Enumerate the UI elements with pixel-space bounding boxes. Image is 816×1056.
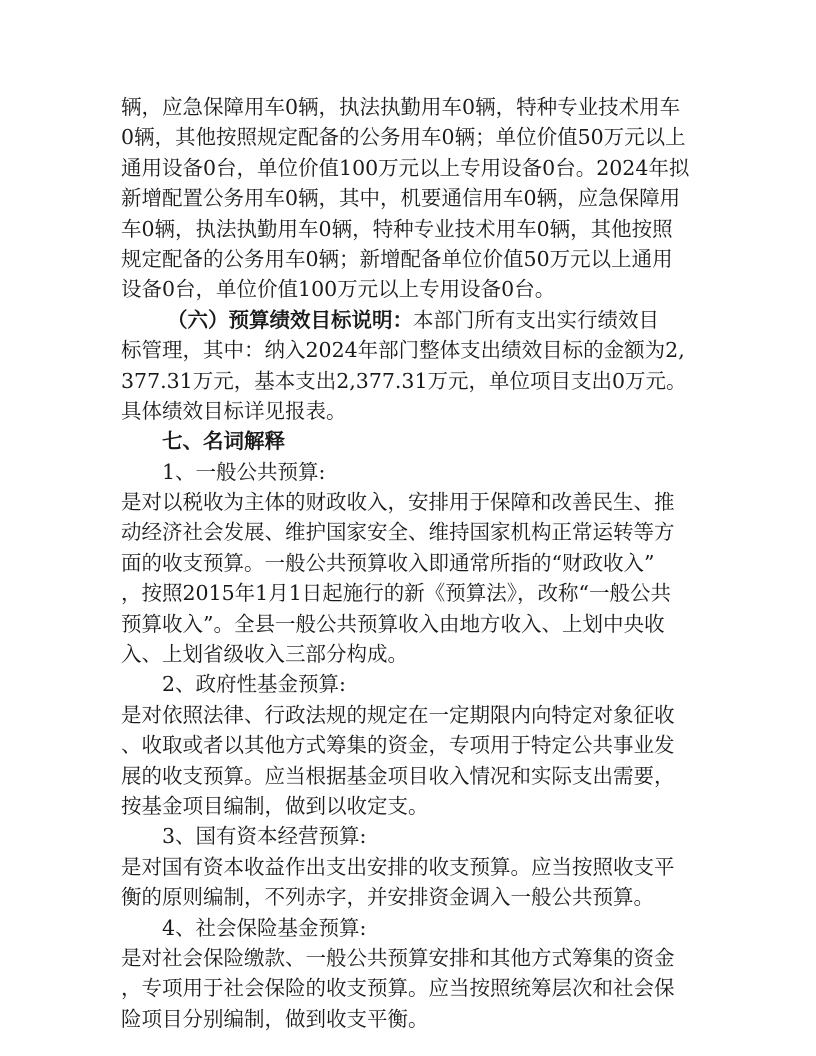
term-title: 2、政府性基金预算: bbox=[162, 672, 346, 697]
section-heading: （六）预算绩效目标说明： bbox=[167, 307, 413, 332]
term-title: 4、社会保险基金预算: bbox=[162, 915, 367, 940]
paragraph-line: 按基金项目编制，做到以收定支。 bbox=[121, 793, 429, 818]
paragraph-line: 辆，应急保障用车0辆，执法执勤用车0辆，特种专业技术用车 bbox=[121, 95, 681, 119]
paragraph-line: 是对以税收为主体的财政收入，安排用于保障和改善民生、推 bbox=[121, 490, 675, 515]
paragraph-line: 是对依照法律、行政法规的规定在一定期限内向特定对象征收 bbox=[121, 702, 675, 727]
paragraph-line: 377.31万元，基本支出2,377.31万元，单位项目支出0万元。 bbox=[121, 368, 687, 393]
paragraph-line: 、收取或者以其他方式筹集的资金，专项用于特定公共事业发 bbox=[121, 733, 675, 758]
paragraph-line: ，专项用于社会保险的收支预算。应当按照统筹层次和社会保 bbox=[121, 976, 675, 1001]
paragraph-line: 动经济社会发展、维护国家安全、维持国家机构正常运转等方 bbox=[121, 520, 675, 545]
paragraph-line: 0辆，其他按照规定配备的公务用车0辆；单位价值50万元以上 bbox=[121, 125, 686, 150]
paragraph-line: 入、上划省级收入三部分构成。 bbox=[121, 642, 408, 667]
paragraph-line: 预算收入”。全县一般公共预算收入由地方收入、上划中央收 bbox=[121, 611, 665, 636]
paragraph-line: 规定配备的公务用车0辆；新增配备单位价值50万元以上通用 bbox=[121, 246, 673, 271]
paragraph-line: 新增配置公务用车0辆，其中，机要通信用车0辆，应急保障用 bbox=[121, 186, 681, 211]
paragraph-line: 衡的原则编制，不列赤字，并安排资金调入一般公共预算。 bbox=[121, 885, 654, 910]
term-general-public-budget bbox=[121, 457, 701, 670]
paragraph-line: 具体绩效目标详见报表。 bbox=[121, 398, 347, 423]
term-title: 3、国有资本经营预算: bbox=[162, 824, 367, 849]
term-state-capital-budget bbox=[121, 821, 701, 912]
performance-goal-paragraph bbox=[121, 305, 701, 427]
term-social-insurance-budget bbox=[121, 913, 701, 1035]
paragraph-line: 展的收支预算。应当根据基金项目收入情况和实际支出需要， bbox=[121, 763, 675, 788]
paragraph-line: 设备0台，单位价值100万元以上专用设备0台。 bbox=[121, 277, 556, 302]
section-heading: 七、名词解释 bbox=[162, 429, 285, 454]
term-title: 1、一般公共预算: bbox=[162, 459, 326, 484]
document-body bbox=[121, 92, 701, 1034]
paragraph-line: 险项目分别编制，做到收支平衡。 bbox=[121, 1006, 429, 1031]
term-government-fund-budget bbox=[121, 669, 701, 821]
paragraph-line: 是对国有资本收益作出支出安排的收支预算。应当按照收支平 bbox=[121, 854, 675, 879]
paragraph-text: 本部门所有支出实行绩效目 bbox=[413, 307, 659, 332]
paragraph-line bbox=[121, 305, 701, 335]
paragraph-line: 车0辆，执法执勤用车0辆，特种专业技术用车0辆，其他按照 bbox=[121, 216, 673, 241]
paragraph-line: 标管理，其中：纳入2024年部门整体支出绩效目标的金额为2, bbox=[121, 338, 685, 363]
vehicle-equipment-paragraph bbox=[121, 92, 701, 305]
paragraph-line: 是对社会保险缴款、一般公共预算安排和其他方式筹集的资金 bbox=[121, 945, 675, 970]
paragraph-line: ，按照2015年1月1日起施行的新《预算法》，改称“一般公共 bbox=[121, 581, 671, 606]
paragraph-line: 面的收支预算。一般公共预算收入即通常所指的“财政收入” bbox=[121, 550, 655, 575]
paragraph-line: 通用设备0台，单位价值100万元以上专用设备0台。2024年拟 bbox=[121, 155, 690, 180]
